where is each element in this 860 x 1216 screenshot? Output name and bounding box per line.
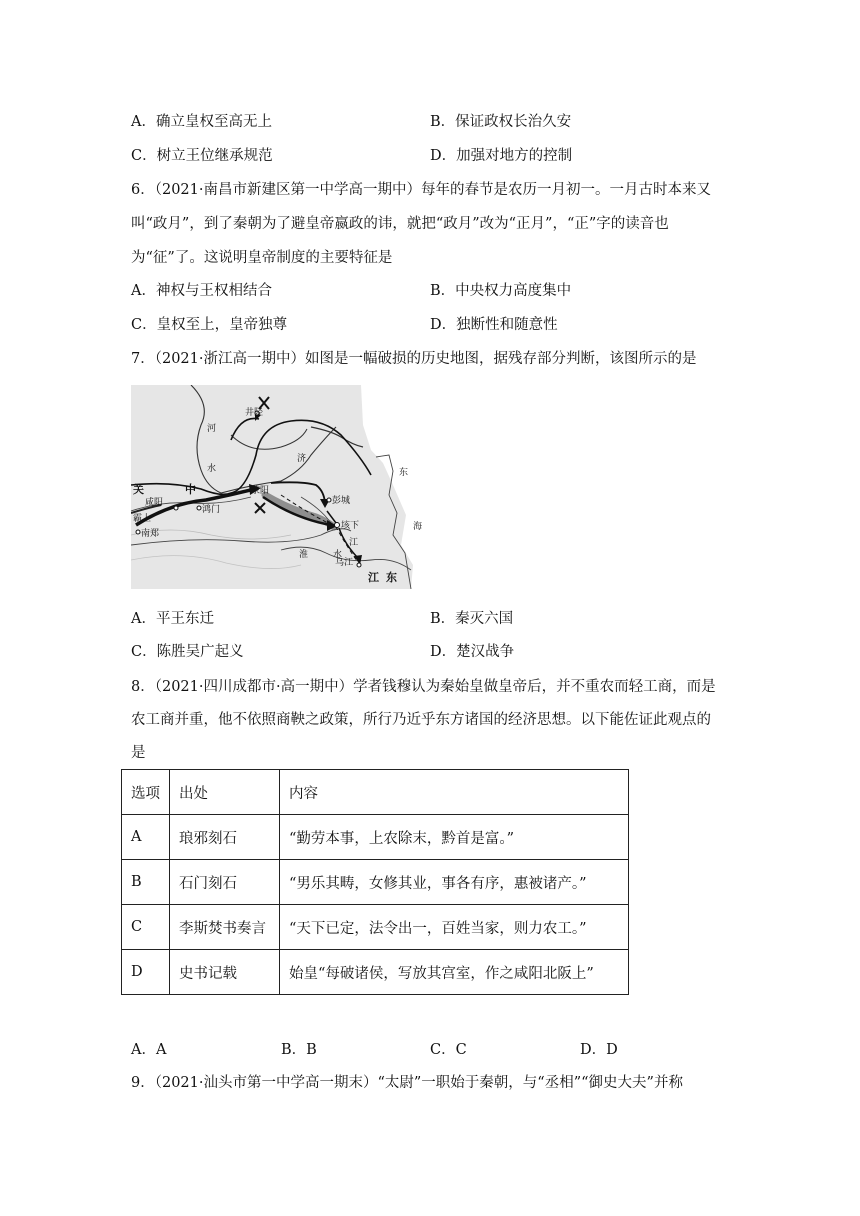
q6-stem-line3: 为“征”了。这说明皇帝制度的主要特征是 — [131, 250, 393, 266]
map-label-pengcheng: 彭城 — [332, 496, 351, 506]
table-header-cell: 出处 — [170, 770, 280, 815]
q8-option-d: D．D — [580, 1042, 618, 1058]
q5-option-a: A．确立皇权至高无上 — [131, 114, 272, 130]
q7-option-d: D．楚汉战争 — [430, 644, 515, 660]
q8-option-a: A．A — [131, 1042, 167, 1058]
q5-option-c: C．树立王位继承规范 — [131, 148, 273, 164]
map-label-hongmen: 鸿门 — [202, 505, 221, 515]
q6-option-d: D．独断性和随意性 — [430, 317, 558, 333]
map-label-jiang2: 江 — [349, 538, 359, 548]
q7-option-c: C．陈胜吴广起义 — [131, 644, 244, 660]
map-label-wujiang: 乌江 — [335, 558, 354, 568]
map-label-shui2: 水 — [333, 550, 343, 560]
q8-stem-line1: 8．（2021·四川成都市·高一期中）学者钱穆认为秦始皇做皇帝后，并不重农而轻工商，而是 — [131, 679, 716, 695]
map-label-he: 河 — [207, 424, 217, 434]
map-label-xianyang: 咸阳 — [145, 498, 164, 508]
map-label-bashang: 霸上 — [133, 514, 152, 524]
table-header-cell: 选项 — [122, 770, 170, 815]
q7-option-a: A．平王东迁 — [131, 611, 214, 627]
map-label-dong2: 东 — [399, 468, 409, 478]
q9-stem-line1: 9．（2021·汕头市第一中学高一期末）“太尉”一职始于秦朝，与“丞相”“御史大夫”并称 — [131, 1075, 683, 1091]
table-cell: 始皇“每破诸侯，写放其宫室，作之咸阳北阪上” — [280, 950, 629, 995]
map-label-jiang: 江 — [368, 571, 379, 584]
table-cell: 史书记载 — [170, 950, 280, 995]
table-row — [122, 815, 629, 860]
map-label-jingxing: 井陉 — [245, 408, 264, 418]
q8-option-c: C．C — [430, 1042, 467, 1058]
table-cell: 石门刻石 — [170, 860, 280, 905]
map-label-zhong: 中 — [185, 483, 196, 496]
table-header-row — [122, 770, 629, 815]
map-label-hai: 海 — [413, 522, 423, 532]
table-cell: “勤劳本事，上农除末，黔首是富。” — [280, 815, 629, 860]
q6-option-a: A．神权与王权相结合 — [131, 283, 272, 299]
q5-option-b: B．保证政权长治久安 — [430, 114, 572, 130]
q6-stem-line1: 6．（2021·南昌市新建区第一中学高一期中）每年的春节是农历一月初一。一月古时本来又 — [131, 182, 711, 198]
q6-option-c: C．皇权至上，皇帝独尊 — [131, 317, 288, 333]
table-row — [122, 950, 629, 995]
map-label-nanzheng: 南郑 — [141, 529, 160, 539]
q8-option-b: B．B — [281, 1042, 317, 1058]
map-label-dong: 东 — [386, 571, 397, 584]
map-label-xingyang: 荥阳 — [251, 486, 270, 496]
q5-option-d: D．加强对地方的控制 — [430, 148, 573, 164]
map-label-shui: 水 — [207, 464, 217, 474]
map-label-guan: 关 — [133, 483, 144, 496]
table-cell: “男乐其畴，女修其业，事各有序，惠被诸产。” — [280, 860, 629, 905]
table-cell: D — [122, 950, 170, 995]
q7-option-b: B．秦灭六国 — [430, 611, 514, 627]
table-header-cell: 内容 — [280, 770, 629, 815]
q6-stem-line2: 叫“政月”，到了秦朝为了避皇帝嬴政的讳，就把“政月”改为“正月”，“正”字的读音也 — [131, 216, 669, 232]
table-row — [122, 905, 629, 950]
q6-option-b: B．中央权力高度集中 — [430, 283, 572, 299]
historical-map — [131, 385, 427, 589]
map-label-gaixia: 垓下 — [341, 521, 360, 531]
table-cell: B — [122, 860, 170, 905]
table-cell: C — [122, 905, 170, 950]
table-cell: 琅邪刻石 — [170, 815, 280, 860]
map-label-huai: 淮 — [299, 550, 309, 560]
table-cell: 李斯焚书奏言 — [170, 905, 280, 950]
q7-stem: 7．（2021·浙江高一期中）如图是一幅破损的历史地图，据残存部分判断，该图所示的是 — [131, 351, 697, 367]
table-cell: A — [122, 815, 170, 860]
q8-stem-line3: 是 — [131, 745, 146, 761]
table-row — [122, 860, 629, 905]
q8-table — [121, 769, 629, 995]
table-cell: “天下已定，法令出一，百姓当家，则力农工。” — [280, 905, 629, 950]
q8-stem-line2: 农工商并重，他不依照商鞅之政策，所行乃近乎东方诸国的经济思想。以下能佐证此观点的 — [131, 712, 711, 728]
map-label-ji: 济 — [297, 454, 307, 464]
